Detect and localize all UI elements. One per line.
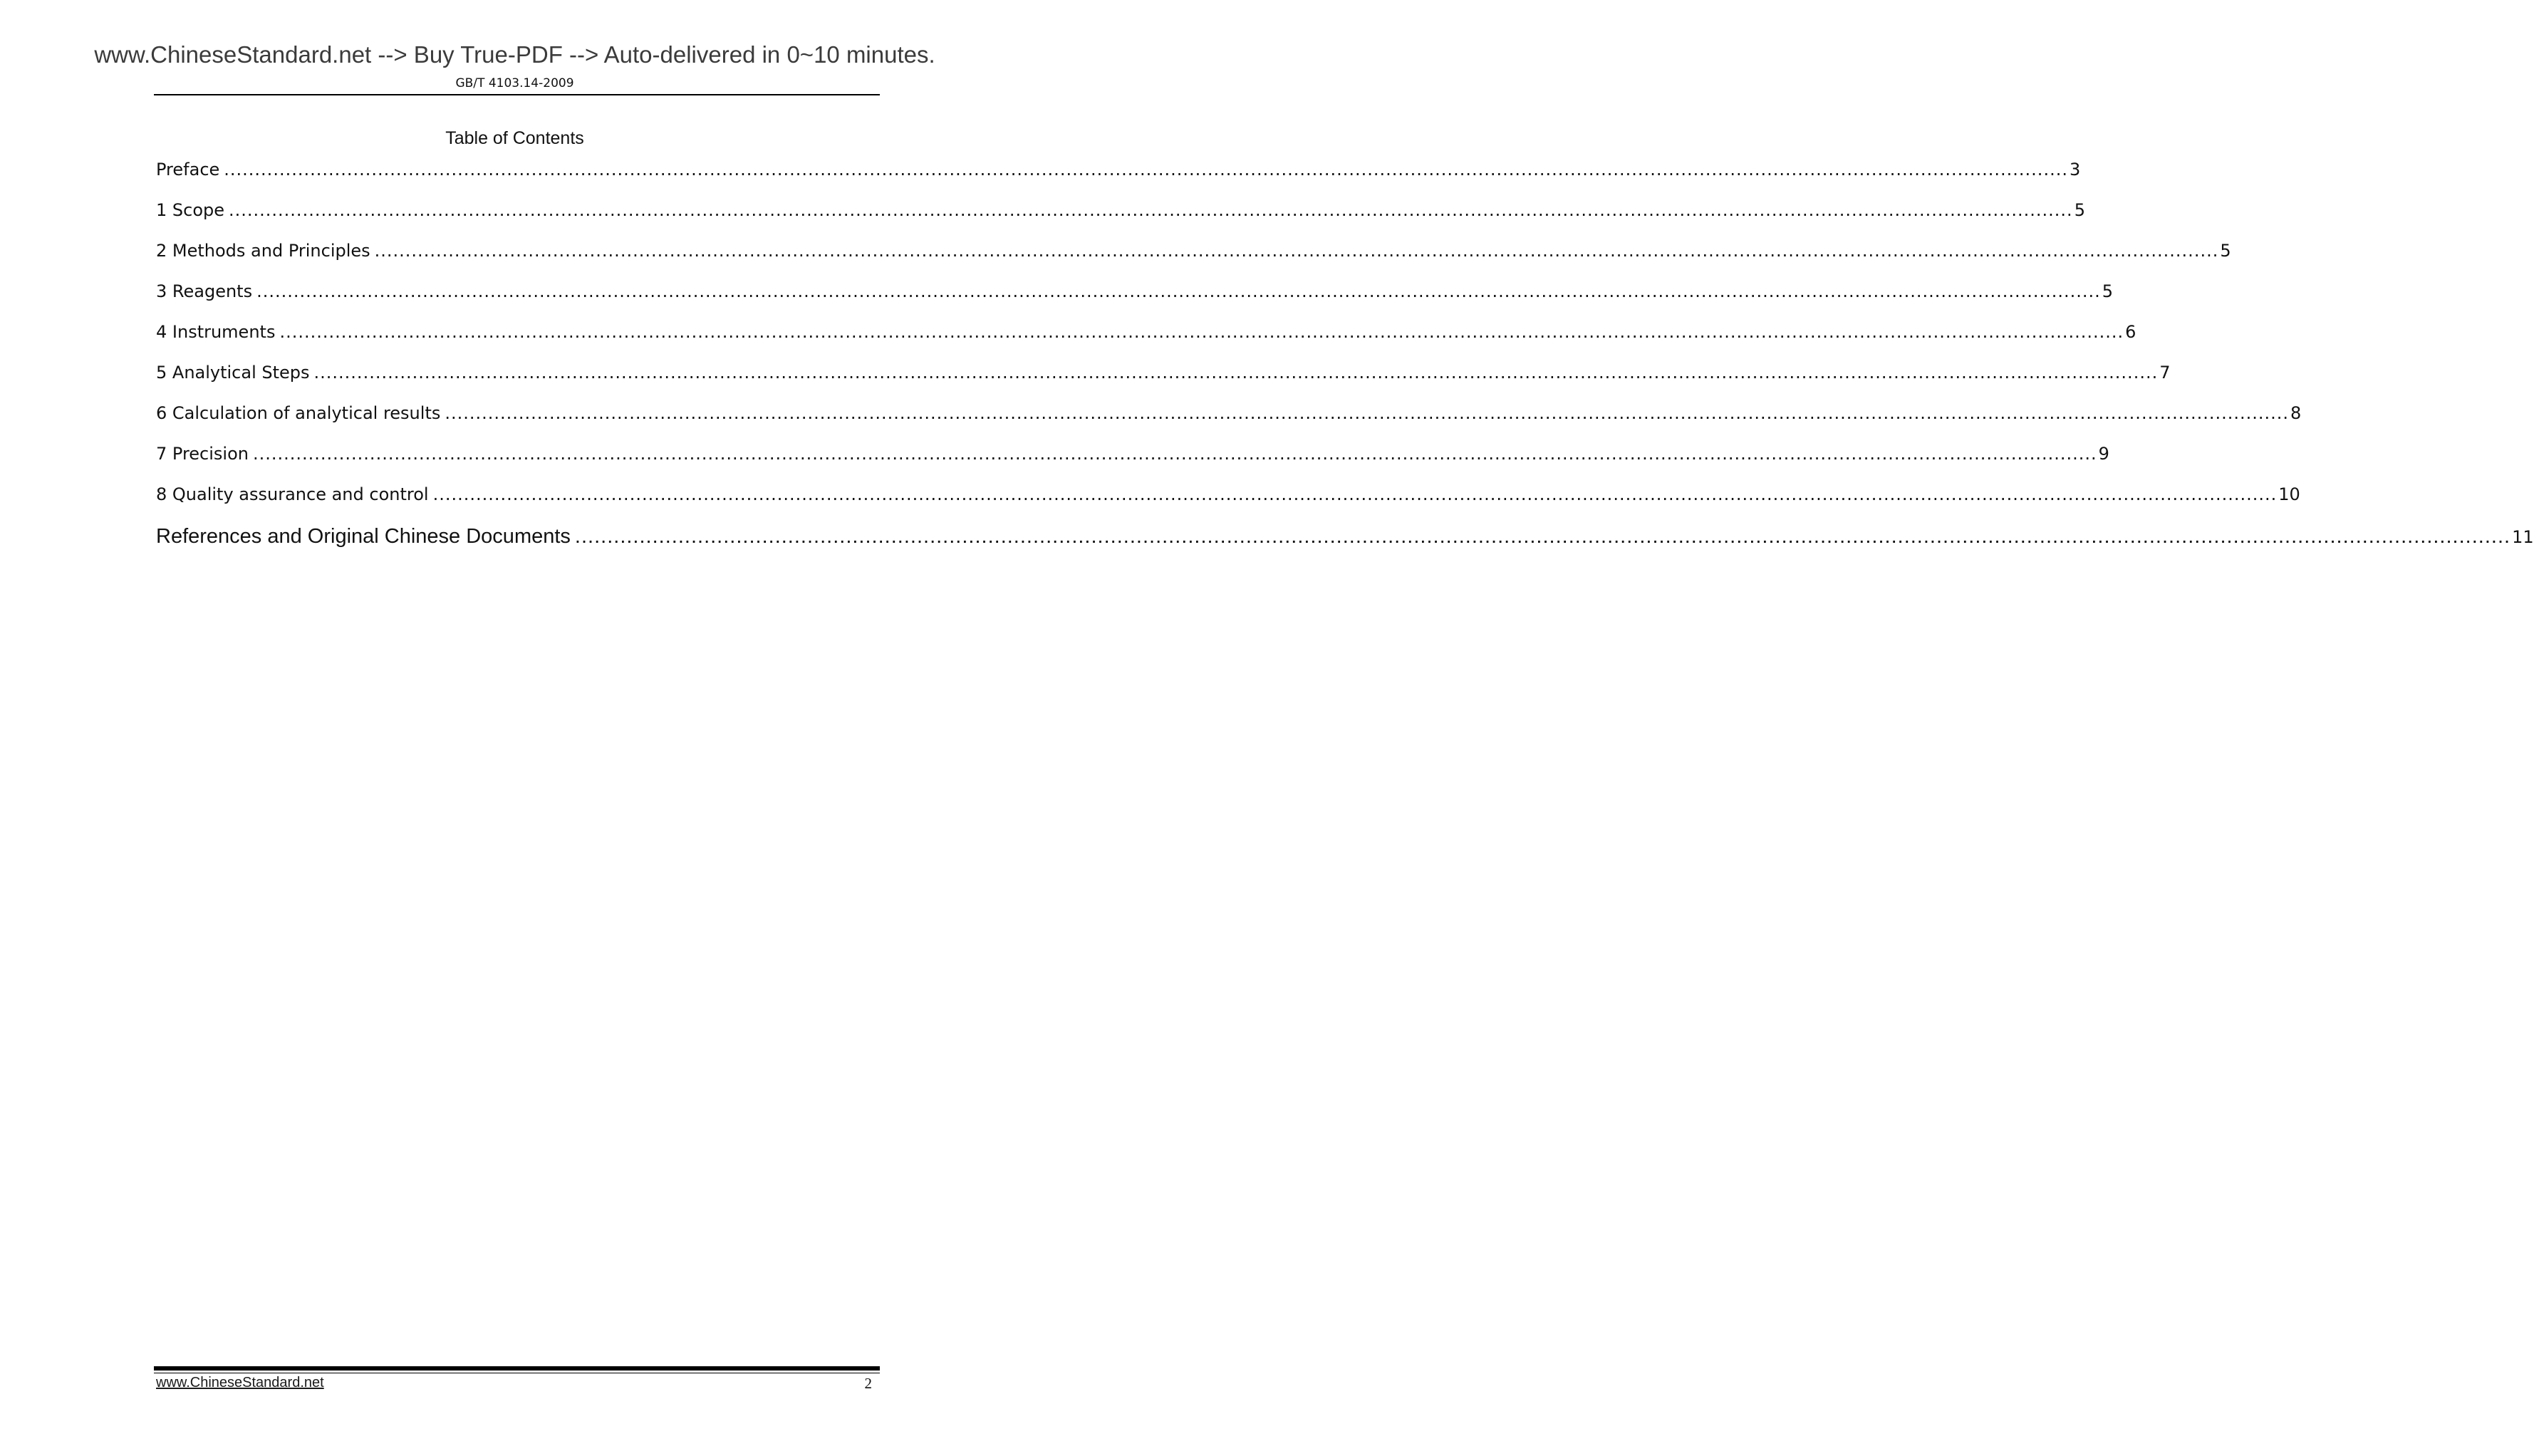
footer-divider-thick <box>154 1366 880 1371</box>
toc-entry-label: 7 Precision <box>156 444 249 464</box>
toc-entry-precision[interactable] <box>156 444 2109 484</box>
dot-leader: ............................................................................................................................................................................................................................................................................................................ <box>445 403 2290 423</box>
toc-entry-page: 8 <box>2290 403 2302 423</box>
toc-entry-page: 5 <box>2220 241 2231 261</box>
toc-entry-label: 5 Analytical Steps <box>156 363 310 383</box>
toc-entry-label: 8 Quality assurance and control <box>156 484 429 504</box>
dot-leader: ............................................................................................................................................................................................................................................................................................................ <box>279 322 2124 342</box>
toc-entry-label: 6 Calculation of analytical results <box>156 403 441 423</box>
toc-entry-reagents[interactable] <box>156 281 2114 322</box>
dot-leader: ............................................................................................................................................................................................................................................................................................................ <box>256 281 2101 301</box>
dot-leader: ............................................................................................................................................................................................................................................................................................................ <box>229 200 2073 220</box>
toc-entry-analytical-steps[interactable] <box>156 363 2171 403</box>
page-number: 2 <box>864 1375 872 1392</box>
toc-entry-page: 3 <box>2069 160 2081 180</box>
header-divider <box>154 94 880 95</box>
toc-entry-label: 1 Scope <box>156 200 225 220</box>
toc-entry-page: 5 <box>2102 281 2114 301</box>
toc-entry-methods[interactable] <box>156 241 2231 281</box>
dot-leader: ............................................................................................................................................................................................................................................................................................................ <box>374 241 2219 261</box>
dot-leader: ............................................................................................................................................................................................................................................................................................................ <box>252 444 2097 464</box>
toc-entry-page: 7 <box>2159 363 2171 383</box>
toc-entry-quality[interactable] <box>156 484 2300 525</box>
toc-entry-label: 4 Instruments <box>156 322 276 342</box>
toc-entry-page: 10 <box>2278 484 2300 504</box>
toc-entry-label: 2 Methods and Principles <box>156 241 370 261</box>
toc-entry-label: References and Original Chinese Documents <box>156 525 571 548</box>
table-of-contents <box>156 160 2534 566</box>
toc-entry-calculation[interactable] <box>156 403 2302 444</box>
toc-entry-page: 6 <box>2125 322 2136 342</box>
standard-code: GB/T 4103.14-2009 <box>455 76 574 90</box>
footer-site-link[interactable]: www.ChineseStandard.net <box>156 1375 324 1390</box>
site-banner: www.ChineseStandard.net --> Buy True-PDF --> Auto-delivered in 0~10 minutes. <box>94 41 935 68</box>
toc-entry-label: 3 Reagents <box>156 281 253 301</box>
toc-entry-scope[interactable] <box>156 200 2085 241</box>
toc-entry-page: 5 <box>2074 200 2085 220</box>
dot-leader: ............................................................................................................................................................................................................................................................................................................ <box>313 363 2159 383</box>
dot-leader: ............................................................................................................................................................................................................................................................................................................ <box>224 160 2068 180</box>
toc-entry-instruments[interactable] <box>156 322 2136 363</box>
toc-title: Table of Contents <box>445 128 584 148</box>
toc-entry-page: 9 <box>2098 444 2109 464</box>
toc-entry-preface[interactable] <box>156 160 2081 200</box>
dot-leader: ............................................................................................................................................................................................................................................................................................................ <box>574 525 2511 548</box>
dot-leader: ............................................................................................................................................................................................................................................................................................................ <box>432 484 2278 504</box>
toc-entry-label: Preface <box>156 160 220 180</box>
toc-entry-page: 11 <box>2512 527 2534 547</box>
toc-entry-references[interactable] <box>156 525 2534 566</box>
